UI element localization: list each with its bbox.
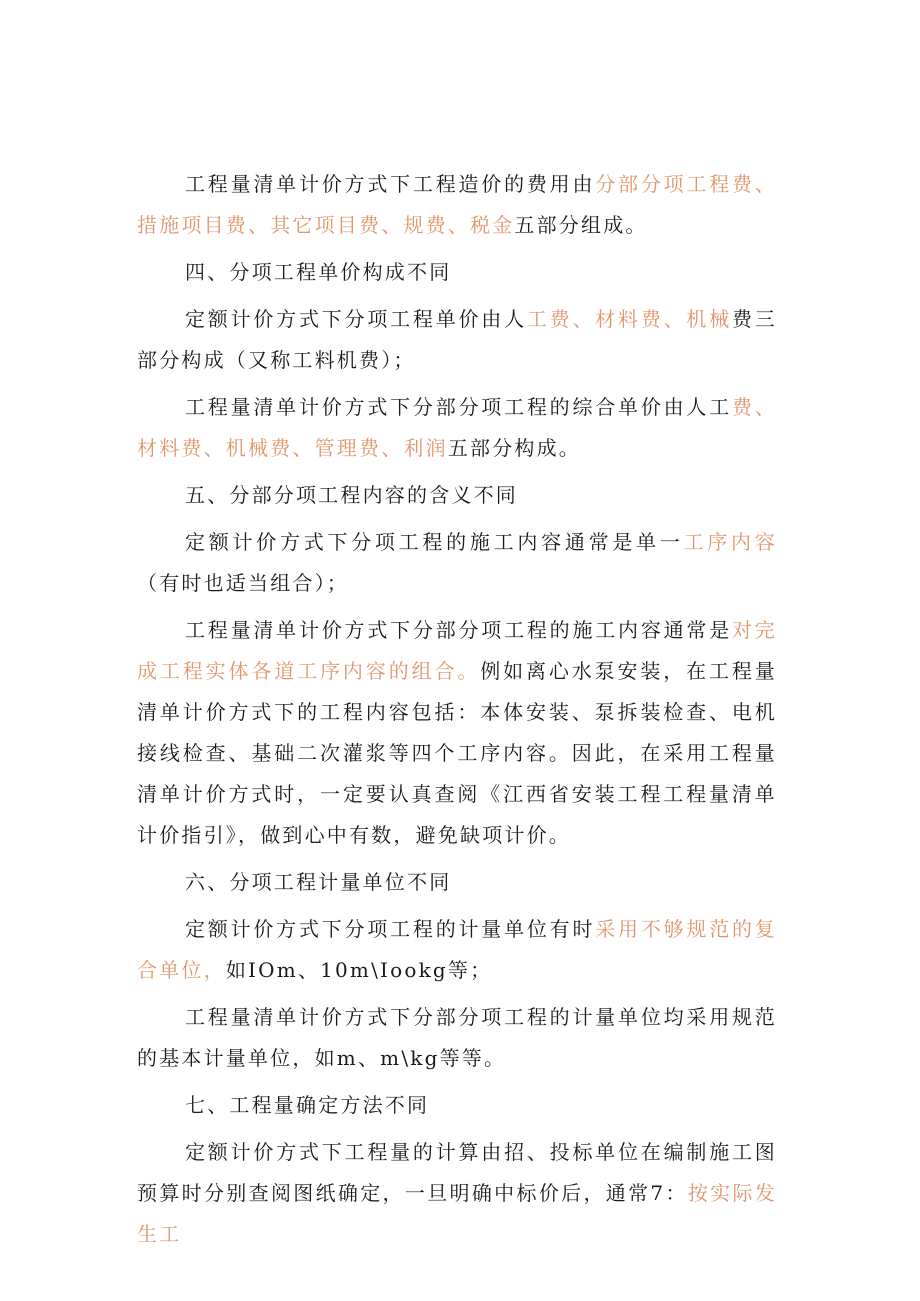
section-heading: [137, 1085, 777, 1126]
document-body: [137, 164, 777, 1261]
body-text: 定额计价方式下工程量的计算由招、投标单位在编制施工图预算时分别查阅图纸确定，一旦明确中标价后，通常7：: [137, 1140, 777, 1205]
paragraph: [137, 610, 777, 856]
paragraph: [137, 522, 777, 604]
body-text: 四、分项工程单价构成不同: [185, 260, 452, 284]
paragraph: [137, 1132, 777, 1255]
body-text: 工程量清单计价方式下工程造价的费用由: [185, 172, 596, 196]
body-text: 例如离心水泵安装，在工程量清单计价方式下的工程内容包括：本体安装、泵拆装检查、电机接线检查、基础二次灌浆等四个工序内容。因此，在采用工程量清单计价方式时，一定要认真查阅《江西省安装工程工程量清单计价指引》，做到心中有数，避免缺项计价。: [137, 659, 777, 847]
section-heading: [137, 862, 777, 903]
highlighted-text: 采用不够规范的复合单位，: [137, 917, 777, 982]
highlighted-text: 按实际发生工: [137, 1181, 777, 1246]
paragraph: [137, 299, 777, 381]
body-text: 费三部分构成（又称工料机费）；: [137, 307, 777, 372]
highlighted-text: 费、材料费、机械费、管理费、利润: [137, 395, 777, 460]
highlighted-text: 分部分项工程费、措施项目费、其它项目费、规费、税金: [137, 172, 777, 237]
body-text: 定额计价方式下分项工程单价由人: [185, 307, 527, 331]
highlighted-text: 对完成工程实体各道工序内容的组合。: [137, 618, 777, 683]
paragraph: [137, 164, 777, 246]
body-text: 定额计价方式下分项工程的计量单位有时: [185, 917, 596, 941]
paragraph: [137, 909, 777, 991]
section-heading: [137, 475, 777, 516]
body-text: 定额计价方式下分项工程的施工内容通常是单一: [185, 530, 684, 554]
highlighted-text: 工序内容: [683, 530, 777, 554]
highlighted-text: 工费、材料费、机械: [526, 307, 732, 331]
body-text: 工程量清单计价方式下分部分项工程的综合单价由人工: [185, 395, 732, 419]
body-text: 如IOm、10m\Iookg等；: [225, 958, 493, 982]
body-text: 六、分项工程计量单位不同: [185, 870, 452, 894]
body-text: 工程量清单计价方式下分部分项工程的计量单位均采用规范的基本计量单位，如m、m\kg等等。: [137, 1005, 777, 1070]
body-text: （有时也适当组合）；: [137, 571, 349, 595]
section-heading: [137, 252, 777, 293]
body-text: 五部分组成。: [514, 213, 648, 237]
body-text: 七、工程量确定方法不同: [185, 1093, 430, 1117]
body-text: 五、分部分项工程内容的含义不同: [185, 483, 518, 507]
paragraph: [137, 387, 777, 469]
paragraph: [137, 997, 777, 1079]
body-text: 五部分构成。: [447, 436, 582, 460]
body-text: 工程量清单计价方式下分部分项工程的施工内容通常是: [185, 618, 732, 642]
